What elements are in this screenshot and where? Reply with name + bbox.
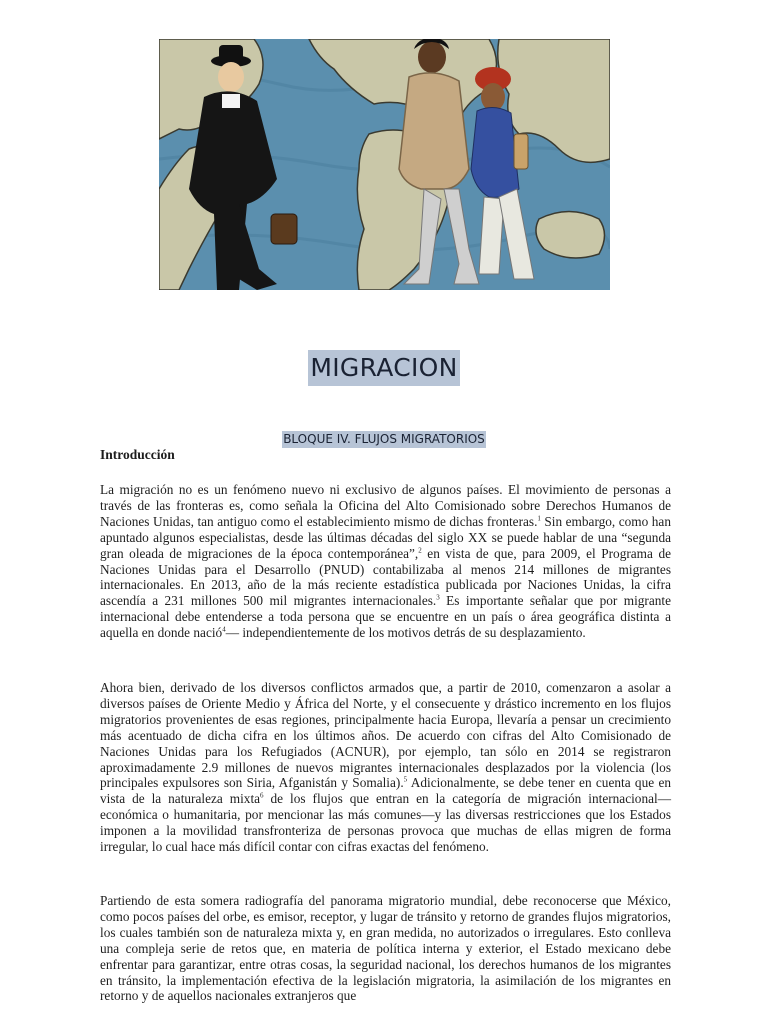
paragraph-text xyxy=(100,893,671,1004)
footnote-ref: 5 xyxy=(403,776,408,785)
footnote-ref: 4 xyxy=(222,625,226,634)
footnote-ref: 6 xyxy=(260,791,264,800)
text-run: de los flujos que entran en la categoría de migración internacional—económica o humanitaria, por mencionar las más comunes—y las diversas restricciones que los Estados imponen a la movilidad transfronteriza de personas provoca que muchas de ellas migren de forma irregular, lo cual hace más difícil contar con cifras exactas del fenómeno. xyxy=(100,791,672,855)
footnote-ref: 1 xyxy=(537,514,541,523)
migration-illustration xyxy=(159,39,610,290)
paragraph-text xyxy=(100,482,671,641)
subtitle-block xyxy=(0,430,768,448)
text-run: — independientemente de los motivos detrás de su desplazamiento. xyxy=(225,625,586,641)
footnote-ref: 2 xyxy=(418,546,422,555)
section-heading: Introducción xyxy=(100,447,175,462)
paragraph-text xyxy=(100,680,671,855)
migrants-on-world-map-icon xyxy=(159,39,610,290)
section-subtitle: BLOQUE IV. FLUJOS MIGRATORIOS xyxy=(283,432,485,446)
paragraph-2 xyxy=(100,680,671,855)
text-run: La migración no es un fenómeno nuevo ni exclusivo de algunos países. El movimiento de personas a través de las fronteras es, como señala la Oficina del Alto Comisionado sobre Derechos Humanos de Naciones Unidas, tan antiguo como el establecimiento mismo de dichas fronteras. xyxy=(100,482,671,529)
footnote-ref: 3 xyxy=(436,593,440,602)
title-block xyxy=(0,350,768,386)
text-run: Ahora bien, derivado de los diversos conflictos armados que, a partir de 2010, comenzaron a asolar a diversos países de Oriente Medio y África del Norte, y el consecuente y drástico incremento en los flujos migratorios provenientes de esas regiones, principalmente hacia Europa, llevaría a pensar un crecimiento más acentuado de dicha cifra en los últimos años. De acuerdo con cifras del Alto Comisionado de Naciones Unidas para los Refugiados (ACNUR), por ejemplo, tan sólo en 2014 se registraron aproximadamente 2.9 millones de nuevos migrantes internacionales desplazados por la violencia (los principales expulsores son Siria, Afganistán y Somalia). xyxy=(100,680,671,791)
text-run: Adicionalmente, se debe tener en cuenta que en vista de la naturaleza mixta xyxy=(100,775,672,807)
page-title: MIGRACION xyxy=(308,350,459,386)
text-run: Partiendo de esta somera radiografía del panorama migratorio mundial, debe reconocerse que México, como pocos países del orbe, es emisor, receptor, y lugar de tránsito y retorno de grandes flujos migratorios, los cuales también son de naturaleza mixta y, en gran medida, no autorizados o irregulares. Esto conlleva una compleja serie de retos que, en materia de política interna y exterior, el Estado mexicano debe enfrentar para garantizar, entre otras cosas, la seguridad nacional, los derechos humanos de los migrantes en tránsito, la implementación efectiva de la legislación migratoria, la asimilación de los migrantes en retorno y de aquellos nacionales extranjeros que xyxy=(100,893,671,1004)
paragraph-3 xyxy=(100,893,671,1004)
paragraph-1 xyxy=(100,482,671,641)
text-run: en vista de que, para 2009, el Programa de Naciones Unidas para el Desarrollo (PNUD) contabilizaba al menos 214 millones de migrantes internacionales. En 2013, año de la más reciente estadística publicada por Naciones Unidas, la cifra ascendía a 231 millones 500 mil migrantes internacionales. xyxy=(100,545,672,609)
text-run: Sin embargo, como han apuntado algunos especialistas, desde las últimas décadas del siglo XX se puede hablar de una “segunda gran oleada de migraciones de la época contemporánea”, xyxy=(100,513,671,561)
text-run: Es importante señalar que por migrante internacional debe entenderse a toda persona que se encuentre en un país o área geográfica distinta a aquella en donde nació xyxy=(100,593,671,641)
